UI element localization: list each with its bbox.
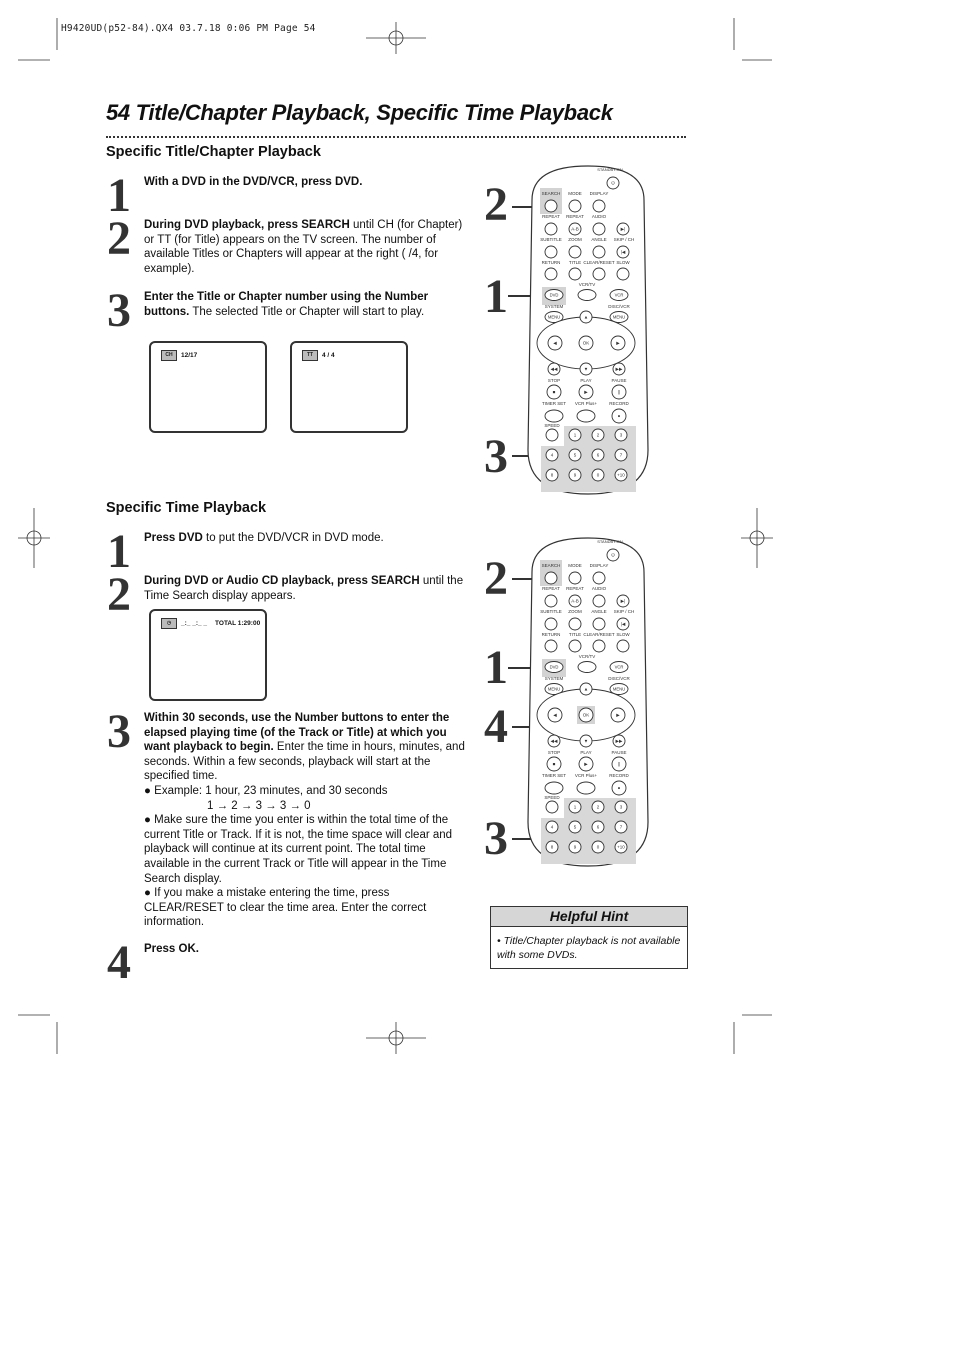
return-label: RETURN <box>541 632 561 637</box>
stop-label: STOP <box>547 378 561 383</box>
disc-menu-button-label: MENU <box>612 686 626 692</box>
helpful-hint-box <box>490 906 688 969</box>
callout-number: 2 <box>484 178 508 231</box>
number-button-glyph: 2 <box>596 432 600 438</box>
angle-label: ANGLE <box>591 609 607 614</box>
disc-menu-button-label: MENU <box>612 314 626 320</box>
vcrtv-button <box>578 290 596 301</box>
step-body: until CH (for Chapter) or TT (for Title) appears on the TV screen. The number of available Titles or Chapters will appear at the right ( /4, for example). <box>144 219 463 275</box>
standby-label: STANDBY-ON <box>597 539 623 544</box>
power-button-glyph: ⏻ <box>611 180 615 186</box>
skip-forward-button-glyph: ▶| <box>620 226 626 232</box>
play-label: PLAY <box>580 750 592 755</box>
step-bold: Press DVD <box>144 532 203 544</box>
section-heading-title-chapter: Specific Title/Chapter Playback <box>106 144 321 160</box>
ok-button-glyph: OK <box>582 340 590 346</box>
number-button-glyph: 8 <box>550 472 554 478</box>
number-button-glyph: 0 <box>596 844 600 850</box>
left-button-glyph: ◀ <box>553 340 557 346</box>
skip-forward-button-glyph: ▶| <box>620 598 626 604</box>
dotted-divider <box>106 136 686 138</box>
display-label: DISPLAY <box>589 563 609 568</box>
number-button-glyph: 7 <box>619 824 623 830</box>
title-icon: TT <box>302 350 318 361</box>
ab-button-glyph: A-B <box>571 598 579 604</box>
step-bold: Press OK. <box>144 943 199 955</box>
return-button <box>545 640 557 652</box>
zoom-label: ZOOM <box>568 237 582 242</box>
dvd-button-label: DVD <box>549 292 559 298</box>
bullet-text: Example: 1 hour, 23 minutes, and 30 seconds <box>154 784 388 797</box>
right-button-glyph: ▶ <box>616 340 620 346</box>
step-number: 3 <box>107 705 131 758</box>
return-label: RETURN <box>541 260 561 265</box>
zoom-button <box>569 246 581 258</box>
bullet-icon: ● <box>144 887 155 900</box>
callout-number: 2 <box>484 552 508 605</box>
play-button-glyph: ▶ <box>584 761 588 767</box>
number-button-glyph: 6 <box>596 452 600 458</box>
remote-control-diagram <box>524 532 652 867</box>
timer-set-button <box>545 410 563 422</box>
osd-value: 4 / 4 <box>322 352 335 359</box>
number-button-glyph: 5 <box>573 452 577 458</box>
title-button <box>569 640 581 652</box>
right-button-glyph: ▶ <box>616 712 620 718</box>
display-button <box>593 572 605 584</box>
step-number: 2 <box>107 212 131 265</box>
play-label: PLAY <box>580 378 592 383</box>
audio-button <box>593 223 605 235</box>
play-button-glyph: ▶ <box>584 389 588 395</box>
osd-title-screen <box>290 341 408 433</box>
repeat-button <box>545 595 557 607</box>
subtitle-label: SUBTITLE <box>540 237 562 242</box>
number-button-glyph: 8 <box>550 844 554 850</box>
down-button-glyph: ▼ <box>583 366 589 372</box>
display-label: DISPLAY <box>589 191 609 196</box>
step-number: 1 <box>107 525 131 578</box>
slow-button <box>617 268 629 280</box>
callout-number: 1 <box>484 641 508 694</box>
mode-label: MODE <box>568 563 582 568</box>
speed-label: SPEED <box>544 795 560 800</box>
vcr-button-label: VCR <box>614 664 624 670</box>
number-button-glyph: 9 <box>573 844 577 850</box>
search-button <box>545 200 557 212</box>
bullet-item <box>144 813 466 886</box>
step-bold: With a DVD in the DVD/VCR, press DVD. <box>144 176 363 188</box>
timerset-label: TIMER SET <box>541 773 567 778</box>
callout-number: 3 <box>484 430 508 483</box>
vcr-plus-button <box>577 410 595 422</box>
system-menu-button-label: MENU <box>547 686 561 692</box>
speed-label: SPEED <box>544 423 560 428</box>
number-button-glyph: 4 <box>550 452 554 458</box>
vcrplus-label: VCR Plus+ <box>574 401 598 406</box>
skip-back-button-glyph: |◀ <box>620 249 626 255</box>
ab-button-glyph: A-B <box>571 226 579 232</box>
step-text <box>144 711 466 930</box>
bullet-item <box>144 784 466 799</box>
vcrtv-label: VCR/TV <box>578 282 596 287</box>
callout-number: 3 <box>484 812 508 865</box>
pause-button-glyph: || <box>617 389 621 395</box>
record-button-glyph: ● <box>617 785 621 791</box>
osd-line <box>161 618 265 629</box>
step-text <box>144 531 466 546</box>
clock-icon: ◷ <box>161 618 177 629</box>
dvd-button-label: DVD <box>549 664 559 670</box>
angle-label: ANGLE <box>591 237 607 242</box>
timer-set-button <box>545 782 563 794</box>
audio-label: AUDIO <box>591 214 607 219</box>
stop-button-glyph: ■ <box>552 389 556 395</box>
step-text <box>144 574 466 603</box>
number-button-glyph: 7 <box>619 452 623 458</box>
step-bold: During DVD or Audio CD playback, press SEARCH <box>144 575 420 587</box>
remote-control-diagram <box>524 160 652 495</box>
hint-title: Helpful Hint <box>491 907 687 927</box>
step-body: until the Time Search display appears. <box>144 575 464 602</box>
number-button-glyph: 6 <box>596 824 600 830</box>
callout-number: 4 <box>484 700 508 753</box>
slow-label: SLOW <box>616 260 630 265</box>
skip-back-button-glyph: |◀ <box>620 621 626 627</box>
number-button-glyph: 1 <box>573 804 577 810</box>
bullet-text: If you make a mistake entering the time, press CLEAR/RESET to clear the time area. Enter the correct information. <box>144 887 427 929</box>
step-number: 3 <box>107 284 131 337</box>
bullet-icon: ● <box>144 814 155 827</box>
bullet-text: Make sure the time you enter is within the total time of the current Title or Track. If it is not, the time space will clear and playback will continue at its current point. The total time available in the current Track or Title will appear in the Time Search display. <box>144 814 453 885</box>
speed-button <box>546 801 558 813</box>
system-label: SYSTEM <box>544 676 564 681</box>
speed-button <box>546 429 558 441</box>
osd-time-value: _:_ _:_ _ <box>181 620 208 627</box>
mode-label: MODE <box>568 191 582 196</box>
number-button-glyph: +10 <box>617 844 625 850</box>
mode-button <box>569 572 581 584</box>
step-body: The selected Title or Chapter will start to play. <box>189 305 425 318</box>
slow-button <box>617 640 629 652</box>
vcrtv-label: VCR/TV <box>578 654 596 659</box>
angle-button <box>593 246 605 258</box>
chapter-icon: CH <box>161 350 177 361</box>
step-text <box>144 290 466 319</box>
step-bold: During DVD playback, press SEARCH <box>144 219 350 231</box>
step-body: to put the DVD/VCR in DVD mode. <box>202 532 384 544</box>
mode-button <box>569 200 581 212</box>
down-button-glyph: ▼ <box>583 738 589 744</box>
osd-time-search-screen <box>149 609 267 701</box>
subtitle-label: SUBTITLE <box>540 609 562 614</box>
subtitle-button <box>545 246 557 258</box>
skip-label: SKIP / CH <box>613 609 635 614</box>
angle-button <box>593 618 605 630</box>
vcr-plus-button <box>577 782 595 794</box>
step-text <box>144 218 466 276</box>
number-button-glyph: 5 <box>573 824 577 830</box>
number-button-glyph: 4 <box>550 824 554 830</box>
ok-button-glyph: OK <box>582 712 590 718</box>
audio-label: AUDIO <box>591 586 607 591</box>
title-button <box>569 268 581 280</box>
power-button-glyph: ⏻ <box>611 552 615 558</box>
step-number: 4 <box>107 936 131 989</box>
left-button-glyph: ◀ <box>553 712 557 718</box>
step-bold: Enter the Title or Chapter number using the Number buttons. <box>144 291 429 318</box>
step-number: 1 <box>107 169 131 222</box>
number-button-glyph: 9 <box>573 472 577 478</box>
search-button <box>545 572 557 584</box>
pause-label: PAUSE <box>611 750 627 755</box>
rewind-button-glyph: ◀◀ <box>550 366 558 372</box>
clear-button <box>593 268 605 280</box>
search-label: SEARCH <box>541 191 561 196</box>
vcr-button-label: VCR <box>614 292 624 298</box>
repeat-button <box>545 223 557 235</box>
search-label: SEARCH <box>541 563 561 568</box>
fast-forward-button-glyph: ▶▶ <box>615 366 623 372</box>
up-button-glyph: ▲ <box>583 314 589 320</box>
bullet-icon: ● <box>144 784 155 797</box>
timerset-label: TIMER SET <box>541 401 567 406</box>
page-title: 54 Title/Chapter Playback, Specific Time Playback <box>106 100 613 125</box>
number-button-glyph: 2 <box>596 804 600 810</box>
number-button-glyph: +10 <box>617 472 625 478</box>
osd-line <box>302 350 406 361</box>
callout-number: 1 <box>484 270 508 323</box>
subtitle-button <box>545 618 557 630</box>
hint-body: • Title/Chapter playback is not available with some DVDs. <box>497 935 681 961</box>
discvcr-label: DISC/VCR <box>608 676 630 681</box>
step-number: 2 <box>107 568 131 621</box>
number-button-glyph: 3 <box>619 432 623 438</box>
audio-button <box>593 595 605 607</box>
zoom-label: ZOOM <box>568 609 582 614</box>
vcrtv-button <box>578 662 596 673</box>
repeat-label: REPEAT <box>542 586 560 591</box>
clear-label: CLEAR/RESET <box>583 260 615 265</box>
number-button-glyph: 0 <box>596 472 600 478</box>
zoom-button <box>569 618 581 630</box>
slow-label: SLOW <box>616 632 630 637</box>
record-label: RECORD <box>609 773 629 778</box>
stop-label: STOP <box>547 750 561 755</box>
pause-button-glyph: || <box>617 761 621 767</box>
vcrplus-label: VCR Plus+ <box>574 773 598 778</box>
step-bold: Within 30 seconds, use the Number buttons to enter the elapsed playing time (of the Track or Title) at which you want playback to begin. <box>144 712 450 754</box>
repeat-label: REPEAT <box>566 214 584 219</box>
bullet-item <box>144 886 466 930</box>
step-text <box>144 175 466 190</box>
stop-button-glyph: ■ <box>552 761 556 767</box>
repeat-label: REPEAT <box>566 586 584 591</box>
skip-label: SKIP / CH <box>613 237 635 242</box>
number-button-glyph: 3 <box>619 804 623 810</box>
pause-label: PAUSE <box>611 378 627 383</box>
system-menu-button-label: MENU <box>547 314 561 320</box>
up-button-glyph: ▲ <box>583 686 589 692</box>
title-key-label: TITLE <box>568 260 582 265</box>
display-button <box>593 200 605 212</box>
step-text <box>144 942 466 957</box>
discvcr-label: DISC/VCR <box>608 304 630 309</box>
standby-label: STANDBY-ON <box>597 167 623 172</box>
repeat-label: REPEAT <box>542 214 560 219</box>
rewind-button-glyph: ◀◀ <box>550 738 558 744</box>
osd-line <box>161 350 265 361</box>
number-button-glyph: 1 <box>573 432 577 438</box>
title-key-label: TITLE <box>568 632 582 637</box>
example-sequence: 1 → 2 → 3 → 3 → 0 <box>207 799 311 812</box>
return-button <box>545 268 557 280</box>
clear-label: CLEAR/RESET <box>583 632 615 637</box>
clear-button <box>593 640 605 652</box>
osd-chapter-screen <box>149 341 267 433</box>
system-label: SYSTEM <box>544 304 564 309</box>
osd-value: 12/17 <box>181 352 198 359</box>
record-button-glyph: ● <box>617 413 621 419</box>
fast-forward-button-glyph: ▶▶ <box>615 738 623 744</box>
file-slug: H9420UD(p52-84).QX4 03.7.18 0:06 PM Page 54 <box>61 23 316 34</box>
osd-total: TOTAL 1:29:00 <box>215 620 261 627</box>
step-body: Enter the time in hours, minutes, and seconds. Within a few seconds, playback will start at the specified time. <box>144 741 465 783</box>
section-heading-time: Specific Time Playback <box>106 500 267 516</box>
record-label: RECORD <box>609 401 629 406</box>
